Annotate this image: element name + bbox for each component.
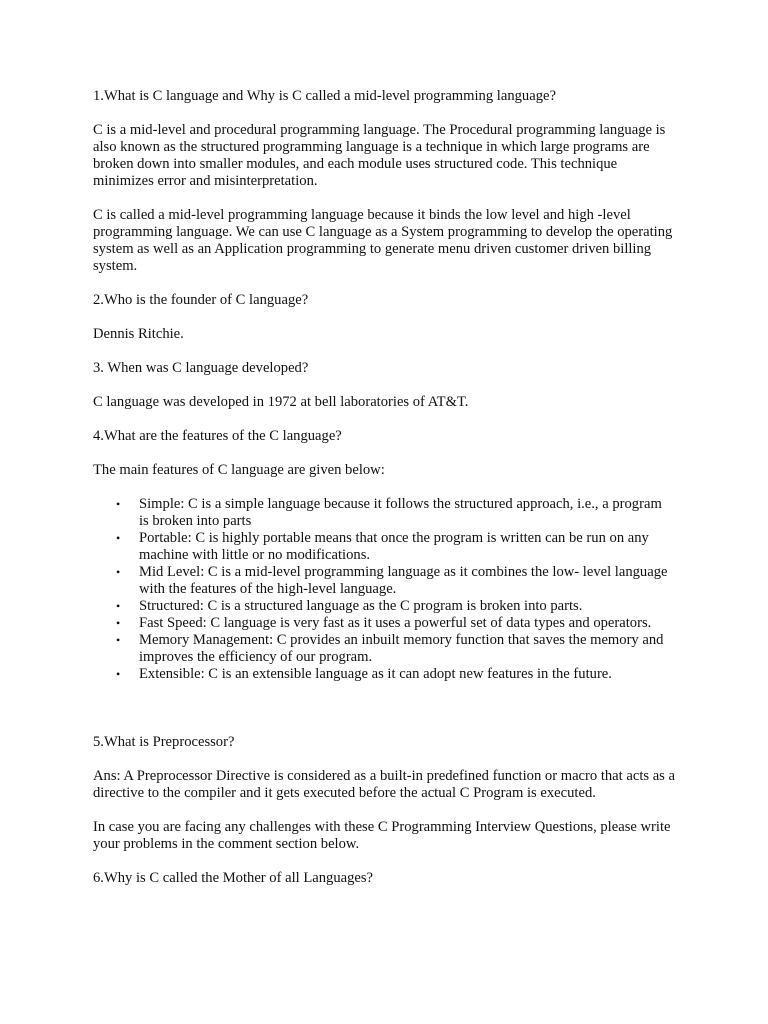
section-spacer xyxy=(93,700,675,734)
question-2: 2.Who is the founder of C language? xyxy=(93,292,309,308)
question-6: 6.Why is C called the Mother of all Languages? xyxy=(93,870,374,886)
feature-item xyxy=(116,632,675,666)
answer-2: Dennis Ritchie. xyxy=(93,326,184,342)
feature-text: Fast Speed: C language is very fast as it uses a powerful set of data types and operators. xyxy=(139,615,652,631)
question-5: 5.What is Preprocessor? xyxy=(93,734,235,750)
answer-1-paragraph-1: C is a mid-level and procedural programming language. The Procedural programming language is also known as the structured programming language is a technique in which large programs are broken down into smaller modules, and each module uses structured code. This technique minimizes error and misinterpretation. xyxy=(93,122,666,189)
bullet-icon: • xyxy=(116,633,121,647)
document-page xyxy=(93,88,675,904)
question-3: 3. When was C language developed? xyxy=(93,360,309,376)
answer-3: C language was developed in 1972 at bell laboratories of AT&T. xyxy=(93,394,469,410)
feature-text: Memory Management: C provides an inbuilt memory function that saves the memory and improves the efficiency of our program. xyxy=(139,632,664,665)
bullet-icon: • xyxy=(116,497,121,511)
feature-item xyxy=(116,615,675,632)
feature-text: Simple: C is a simple language because it follows the structured approach, i.e., a program is broken into parts xyxy=(139,496,662,529)
feature-item xyxy=(116,496,675,530)
question-4: 4.What are the features of the C language? xyxy=(93,428,342,444)
feature-text: Portable: C is highly portable means that once the program is written can be run on any machine with little or no modifications. xyxy=(139,530,649,563)
feature-text: Structured: C is a structured language as the C program is broken into parts. xyxy=(139,598,583,614)
answer-4-intro: The main features of C language are given below: xyxy=(93,462,385,478)
feature-item xyxy=(116,564,675,598)
feature-text: Extensible: C is an extensible language as it can adopt new features in the future. xyxy=(139,666,612,682)
bullet-icon: • xyxy=(116,616,121,630)
bullet-icon: • xyxy=(116,599,121,613)
question-1: 1.What is C language and Why is C called a mid-level programming language? xyxy=(93,88,556,104)
feature-item xyxy=(116,530,675,564)
answer-5-note: In case you are facing any challenges with these C Programming Interview Questions, please write your problems in the comment section below. xyxy=(93,819,671,852)
feature-text: Mid Level: C is a mid-level programming language as it combines the low- level language with the features of the high-level language. xyxy=(139,564,668,597)
feature-item xyxy=(116,666,675,683)
features-list xyxy=(93,496,675,683)
bullet-icon: • xyxy=(116,667,121,681)
answer-1-paragraph-2: C is called a mid-level programming language because it binds the low level and high -level programming language. We can use C language as a System programming to develop the operating system as well as an Application programming to generate menu driven customer driven billing system. xyxy=(93,207,673,274)
bullet-icon: • xyxy=(116,531,121,545)
feature-item xyxy=(116,598,675,615)
bullet-icon: • xyxy=(116,565,121,579)
answer-5: Ans: A Preprocessor Directive is considered as a built-in predefined function or macro that acts as a directive to the compiler and it gets executed before the actual C Program is executed. xyxy=(93,768,675,801)
